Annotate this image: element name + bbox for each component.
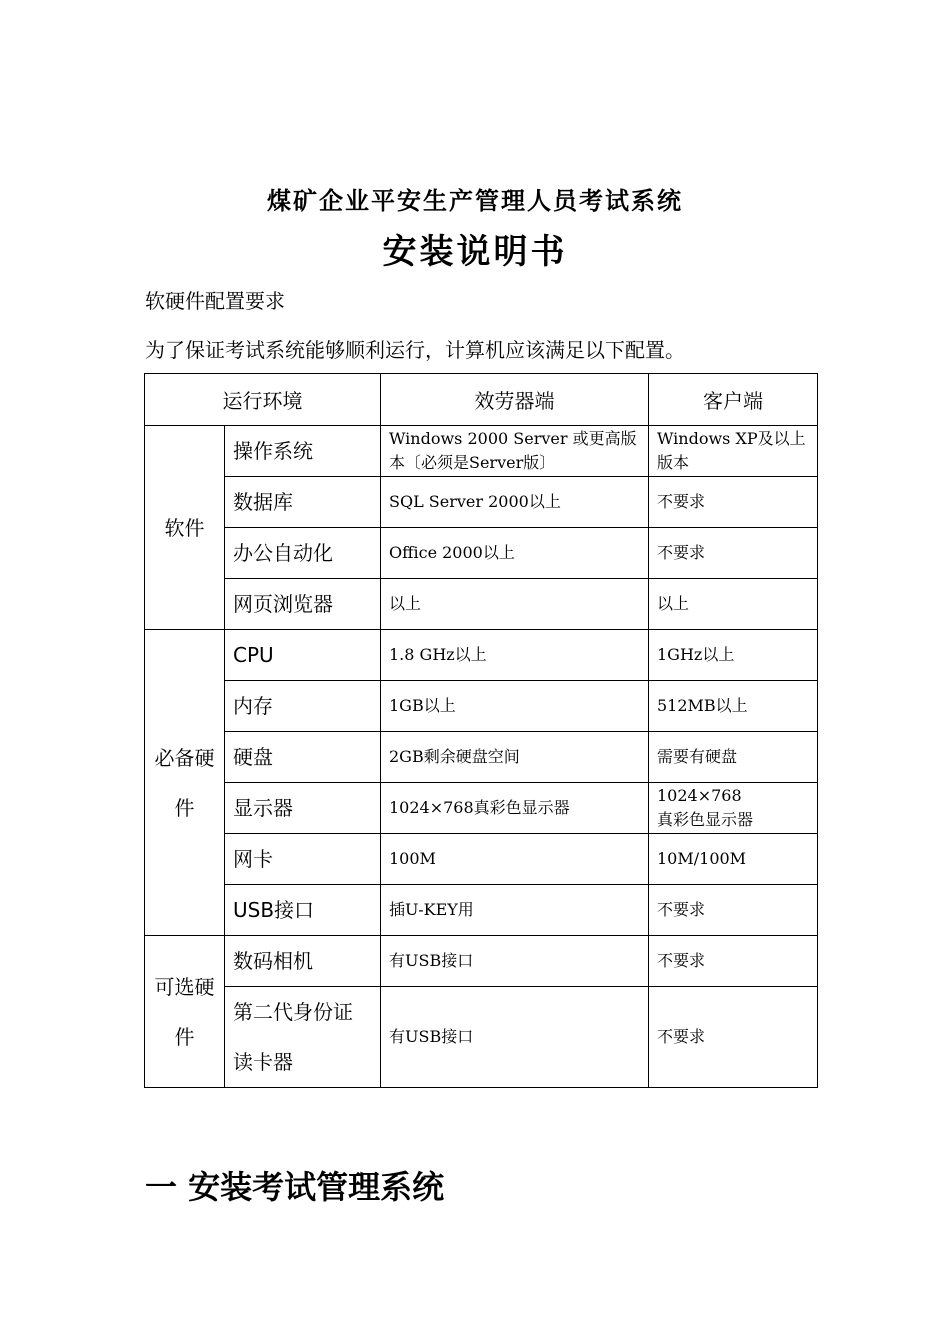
row-client: 不要求 — [649, 477, 818, 528]
chapter-heading: 一 安装考试管理系统 — [145, 1168, 445, 1206]
row-client: 不要求 — [649, 885, 818, 936]
table-row — [145, 477, 818, 528]
row-client: 10M/100M — [649, 834, 818, 885]
table-row — [145, 528, 818, 579]
requirements-table — [144, 373, 818, 1088]
table-row — [145, 426, 818, 477]
table-row — [145, 630, 818, 681]
row-client: 不要求 — [649, 936, 818, 987]
row-server: 100M — [381, 834, 649, 885]
row-server: 以上 — [381, 579, 649, 630]
table-header-row — [145, 374, 818, 426]
header-env: 运行环境 — [145, 374, 381, 426]
row-item: 办公自动化 — [225, 528, 381, 579]
row-server: SQL Server 2000以上 — [381, 477, 649, 528]
row-client: 512MB以上 — [649, 681, 818, 732]
row-client: 以上 — [649, 579, 818, 630]
row-item: USB接口 — [225, 885, 381, 936]
group-optional-hardware: 可选硬件 — [145, 936, 225, 1088]
table-row — [145, 732, 818, 783]
row-item: CPU — [225, 630, 381, 681]
row-server: Windows 2000 Server 或更高版本〔必须是Server版〕 — [381, 426, 649, 477]
row-client: 不要求 — [649, 528, 818, 579]
row-item: 内存 — [225, 681, 381, 732]
header-server: 效劳器端 — [381, 374, 649, 426]
row-item: 网页浏览器 — [225, 579, 381, 630]
row-item: 操作系统 — [225, 426, 381, 477]
table-row — [145, 681, 818, 732]
section-heading: 软硬件配置要求 — [145, 289, 285, 313]
group-required-hardware: 必备硬件 — [145, 630, 225, 936]
row-server: 1024×768真彩色显示器 — [381, 783, 649, 834]
row-client: Windows XP及以上版本 — [649, 426, 818, 477]
table-row — [145, 987, 818, 1088]
row-server: 1GB以上 — [381, 681, 649, 732]
row-item: 网卡 — [225, 834, 381, 885]
row-server: Office 2000以上 — [381, 528, 649, 579]
row-client: 1GHz以上 — [649, 630, 818, 681]
row-client: 不要求 — [649, 987, 818, 1088]
table-row — [145, 834, 818, 885]
table-row — [145, 936, 818, 987]
row-item: 数据库 — [225, 477, 381, 528]
row-server: 有USB接口 — [381, 936, 649, 987]
row-item: 显示器 — [225, 783, 381, 834]
row-server: 2GB剩余硬盘空间 — [381, 732, 649, 783]
row-server: 有USB接口 — [381, 987, 649, 1088]
table-row — [145, 579, 818, 630]
row-item: 第二代身份证读卡器 — [225, 987, 381, 1088]
header-client: 客户端 — [649, 374, 818, 426]
row-server: 插U-KEY用 — [381, 885, 649, 936]
table-row — [145, 783, 818, 834]
row-client: 需要有硬盘 — [649, 732, 818, 783]
row-server: 1.8 GHz以上 — [381, 630, 649, 681]
row-item: 硬盘 — [225, 732, 381, 783]
row-client: 1024×768 真彩色显示器 — [649, 783, 818, 834]
document-subtitle: 安装说明书 — [382, 232, 568, 272]
table-row — [145, 885, 818, 936]
document-title: 煤矿企业平安生产管理人员考试系统 — [267, 186, 683, 215]
group-software: 软件 — [145, 426, 225, 630]
intro-paragraph: 为了保证考试系统能够顺利运行，计算机应该满足以下配置。 — [145, 338, 685, 362]
row-item: 数码相机 — [225, 936, 381, 987]
